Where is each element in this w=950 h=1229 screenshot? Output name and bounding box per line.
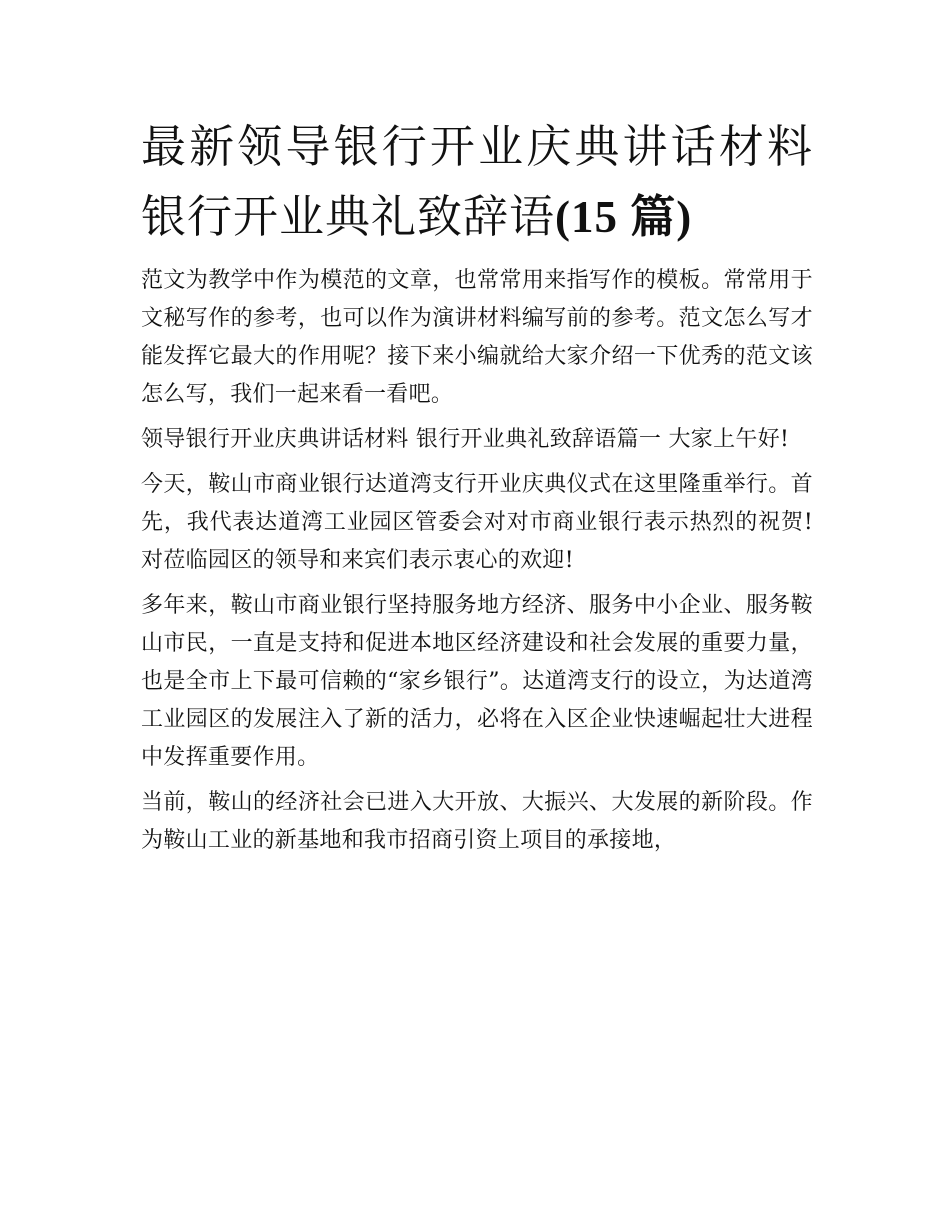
title-main: 最新领导银行开业庆典讲话材料 银行开业典礼致辞语 bbox=[141, 120, 813, 243]
document-page bbox=[141, 112, 813, 867]
document-title bbox=[141, 112, 813, 252]
body-paragraph: 多年来，鞍山市商业银行坚持服务地方经济、服务中小企业、服务鞍山市民，一直是支持和促进本地区经济建设和社会发展的重要力量，也是全市上下最可信赖的“家乡银行”。达道湾支行的设立，为达道湾工业园区的发展注入了新的活力，必将在入区企业快速崛起壮大进程中发挥重要作用。 bbox=[141, 593, 813, 770]
title-suffix: (15 篇) bbox=[555, 192, 693, 242]
body-paragraph: 当前，鞍山的经济社会已进入大开放、大振兴、大发展的新阶段。作为鞍山工业的新基地和我市招商引资上项目的承接地， bbox=[141, 790, 813, 853]
section-heading-paragraph: 领导银行开业庆典讲话材料 银行开业典礼致辞语篇一 大家上午好! bbox=[141, 427, 790, 452]
intro-paragraph: 范文为教学中作为模范的文章，也常常用来指写作的模板。常常用于文秘写作的参考，也可以作为演讲材料编写前的参考。范文怎么写才能发挥它最大的作用呢？接下来小编就给大家介绍一下优秀的范文该怎么写，我们一起来看一看吧。 bbox=[141, 268, 813, 407]
body-paragraph: 今天，鞍山市商业银行达道湾支行开业庆典仪式在这里隆重举行。首先，我代表达道湾工业园区管委会对对市商业银行表示热烈的祝贺!对莅临园区的领导和来宾们表示衷心的欢迎! bbox=[141, 472, 813, 573]
